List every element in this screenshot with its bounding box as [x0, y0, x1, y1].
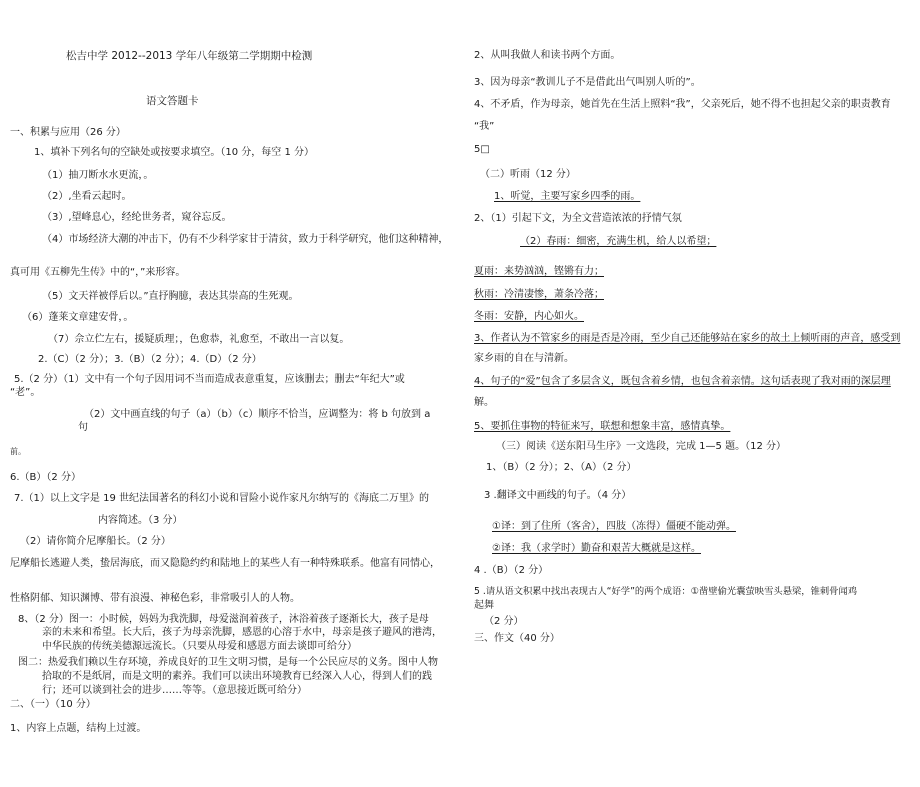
answer-line: 5.（2 分）（1）文中有一个句子因用词不当而造成表意重复，应该删去；删去“年纪大”或	[14, 374, 405, 385]
answer-line: （2）请你简介尼摩船长。（2 分）	[20, 536, 171, 547]
answer-line: 家乡雨的自在与清新。	[474, 353, 574, 364]
answer-line: 3 .翻译文中画线的句子。（4 分）	[484, 490, 632, 501]
section-heading: （三）阅读《送东阳马生序》一文选段，完成 1—5 题。（12 分）	[496, 441, 786, 452]
section-heading: （二）听雨（12 分）	[480, 169, 576, 180]
answer-line: “老”。	[10, 387, 41, 398]
answer-line: （2）文中画直线的句子（a）（b）（c）顺序不恰当，应调整为：将 b 句放到 a	[84, 409, 431, 420]
answer-line: （2 分）	[484, 616, 524, 627]
answer-line: 2、（1）引起下文，为全文营造浓浓的抒情气氛	[474, 213, 682, 224]
answer-line: 6.（B）（2 分）	[10, 472, 81, 483]
answer-line: 7.（1）以上文字是 19 世纪法国著名的科幻小说和冒险小说作家凡尔纳写的《海底二万里》的	[14, 493, 429, 504]
answer-line: 2、从叫我做人和读书两个方面。	[474, 50, 621, 61]
answer-line: （5）文天祥被俘后以。”直抒胸臆，表达其崇高的生死观。	[42, 291, 299, 302]
page-title: 松吉中学 2012--2013 学年八年级第二学期期中检测	[66, 50, 313, 62]
answer-line: 秋雨：冷清凄惨，萧条冷落；	[474, 289, 604, 300]
answer-line: 句	[78, 422, 88, 433]
answer-line: 夏雨：来势汹汹，铿锵有力；	[474, 266, 604, 277]
answer-line: 1、（B）（2 分）；2、（A）（2 分）	[486, 462, 637, 473]
answer-line: ①译：到了住所（客舍），四肢（冻得）僵硬不能动弹。	[492, 521, 736, 532]
answer-line: 4、句子的“爱”包含了多层含义，既包含着乡情，也包含着亲情。这句话表现了我对雨的深层理	[474, 376, 891, 387]
answer-line: 前。	[10, 447, 26, 456]
answer-line: 冬雨：安静，内心如火。	[474, 311, 584, 322]
answer-line: （7）佘立伫左右，援疑质理；，色愈恭，礼愈至，不敢出一言以复。	[48, 334, 350, 345]
answer-line: 尼摩船长逃避人类，蛰居海底，而又隐隐约约和陆地上的某些人有一种特殊联系。他富有同情心，	[10, 558, 440, 569]
answer-line: 3、作者认为不管家乡的雨是否是冷雨，至少自己还能够站在家乡的故土上倾听雨的声音，感受到	[474, 333, 901, 344]
page-subtitle: 语文答题卡	[146, 95, 199, 107]
answer-line: 行；还可以谈到社会的进步……等等。（意思接近既可给分）	[42, 685, 307, 696]
answer-line: （1）抽刀断水水更流，。	[42, 170, 154, 181]
answer-line: 中华民族的传统美德源远流长。（只要从母爱和感恩方面去谈即可给分）	[42, 641, 357, 652]
answer-line: （2）春雨：细密，充满生机，给人以希望；	[520, 236, 717, 247]
answer-line: 起舞	[474, 600, 494, 611]
answer-line: （6）蓬莱文章建安骨，。	[22, 312, 134, 323]
answer-line: ②译：我（求学时）勤奋和艰苦大概就是这样。	[492, 543, 701, 554]
answer-line: 拾取的不是纸屑，而是文明的素养。我们可以读出环境教育已经深入人心，得到人们的践	[42, 671, 432, 682]
answer-line: （4）市场经济大潮的冲击下，仍有不少科学家甘于清贫，致力于科学研究，他们这种精神，	[42, 234, 449, 245]
answer-line: 3、因为母亲“教训儿子不是借此出气叫别人听的”。	[474, 77, 701, 88]
answer-line: “我”	[474, 121, 495, 132]
answer-line: 真可用《五柳先生传》中的“，”来形容。	[10, 267, 186, 278]
answer-line: 1、听觉，主要写家乡四季的雨。	[494, 191, 641, 202]
answer-line: 5、要抓住事物的特征来写，联想和想象丰富，感情真挚。	[474, 421, 731, 432]
answer-line: 1、内容上点题，结构上过渡。	[10, 723, 147, 734]
answer-line: 8、（2 分）图一：小时候，妈妈为我洗脚，母爱滋润着孩子，沐浴着孩子逐渐长大，孩子是母	[18, 614, 429, 625]
answer-line: 2.（C）（2 分）；3.（B）（2 分）；4.（D）（2 分）	[38, 354, 262, 365]
answer-line: 4 .（B）（2 分）	[474, 565, 549, 576]
section-heading: 一、积累与应用（26 分）	[10, 127, 126, 138]
answer-line: 图二：热爱我们赖以生存环境，养成良好的卫生文明习惯，是每一个公民应尽的义务。图中人物	[18, 657, 438, 668]
answer-line: 解。	[474, 397, 494, 408]
answer-line: 5 .请从语文积累中找出表现古人“好学”的两个成语：①凿壁偷光囊萤映雪头悬梁，锥刺骨闻鸡	[474, 586, 858, 597]
answer-line: 内容简述。（3 分）	[98, 515, 183, 526]
answer-line: 5□	[474, 144, 490, 155]
answer-line: 性格阴郁、知识渊博、带有浪漫、神秘色彩，非常吸引人的人物。	[10, 593, 300, 604]
answer-line: 4、不矛盾，作为母亲，她首先在生活上照料“我”，父亲死后，她不得不也担起父亲的职责教育	[474, 99, 891, 110]
answer-line: （3）,望峰息心，经纶世务者，窥谷忘反。	[42, 212, 232, 223]
question-line: 1、填补下列名句的空缺处或按要求填空。（10 分，每空 1 分）	[34, 147, 314, 158]
section-heading: 三、作文（40 分）	[474, 633, 560, 644]
answer-line: （2）,坐看云起时。	[42, 191, 132, 202]
section-heading: 二、（一）（10 分）	[10, 699, 96, 710]
answer-line: 亲的未来和希望。长大后，孩子为母亲洗脚，感恩的心溶于水中，母亲是孩子避风的港湾，	[42, 627, 442, 638]
